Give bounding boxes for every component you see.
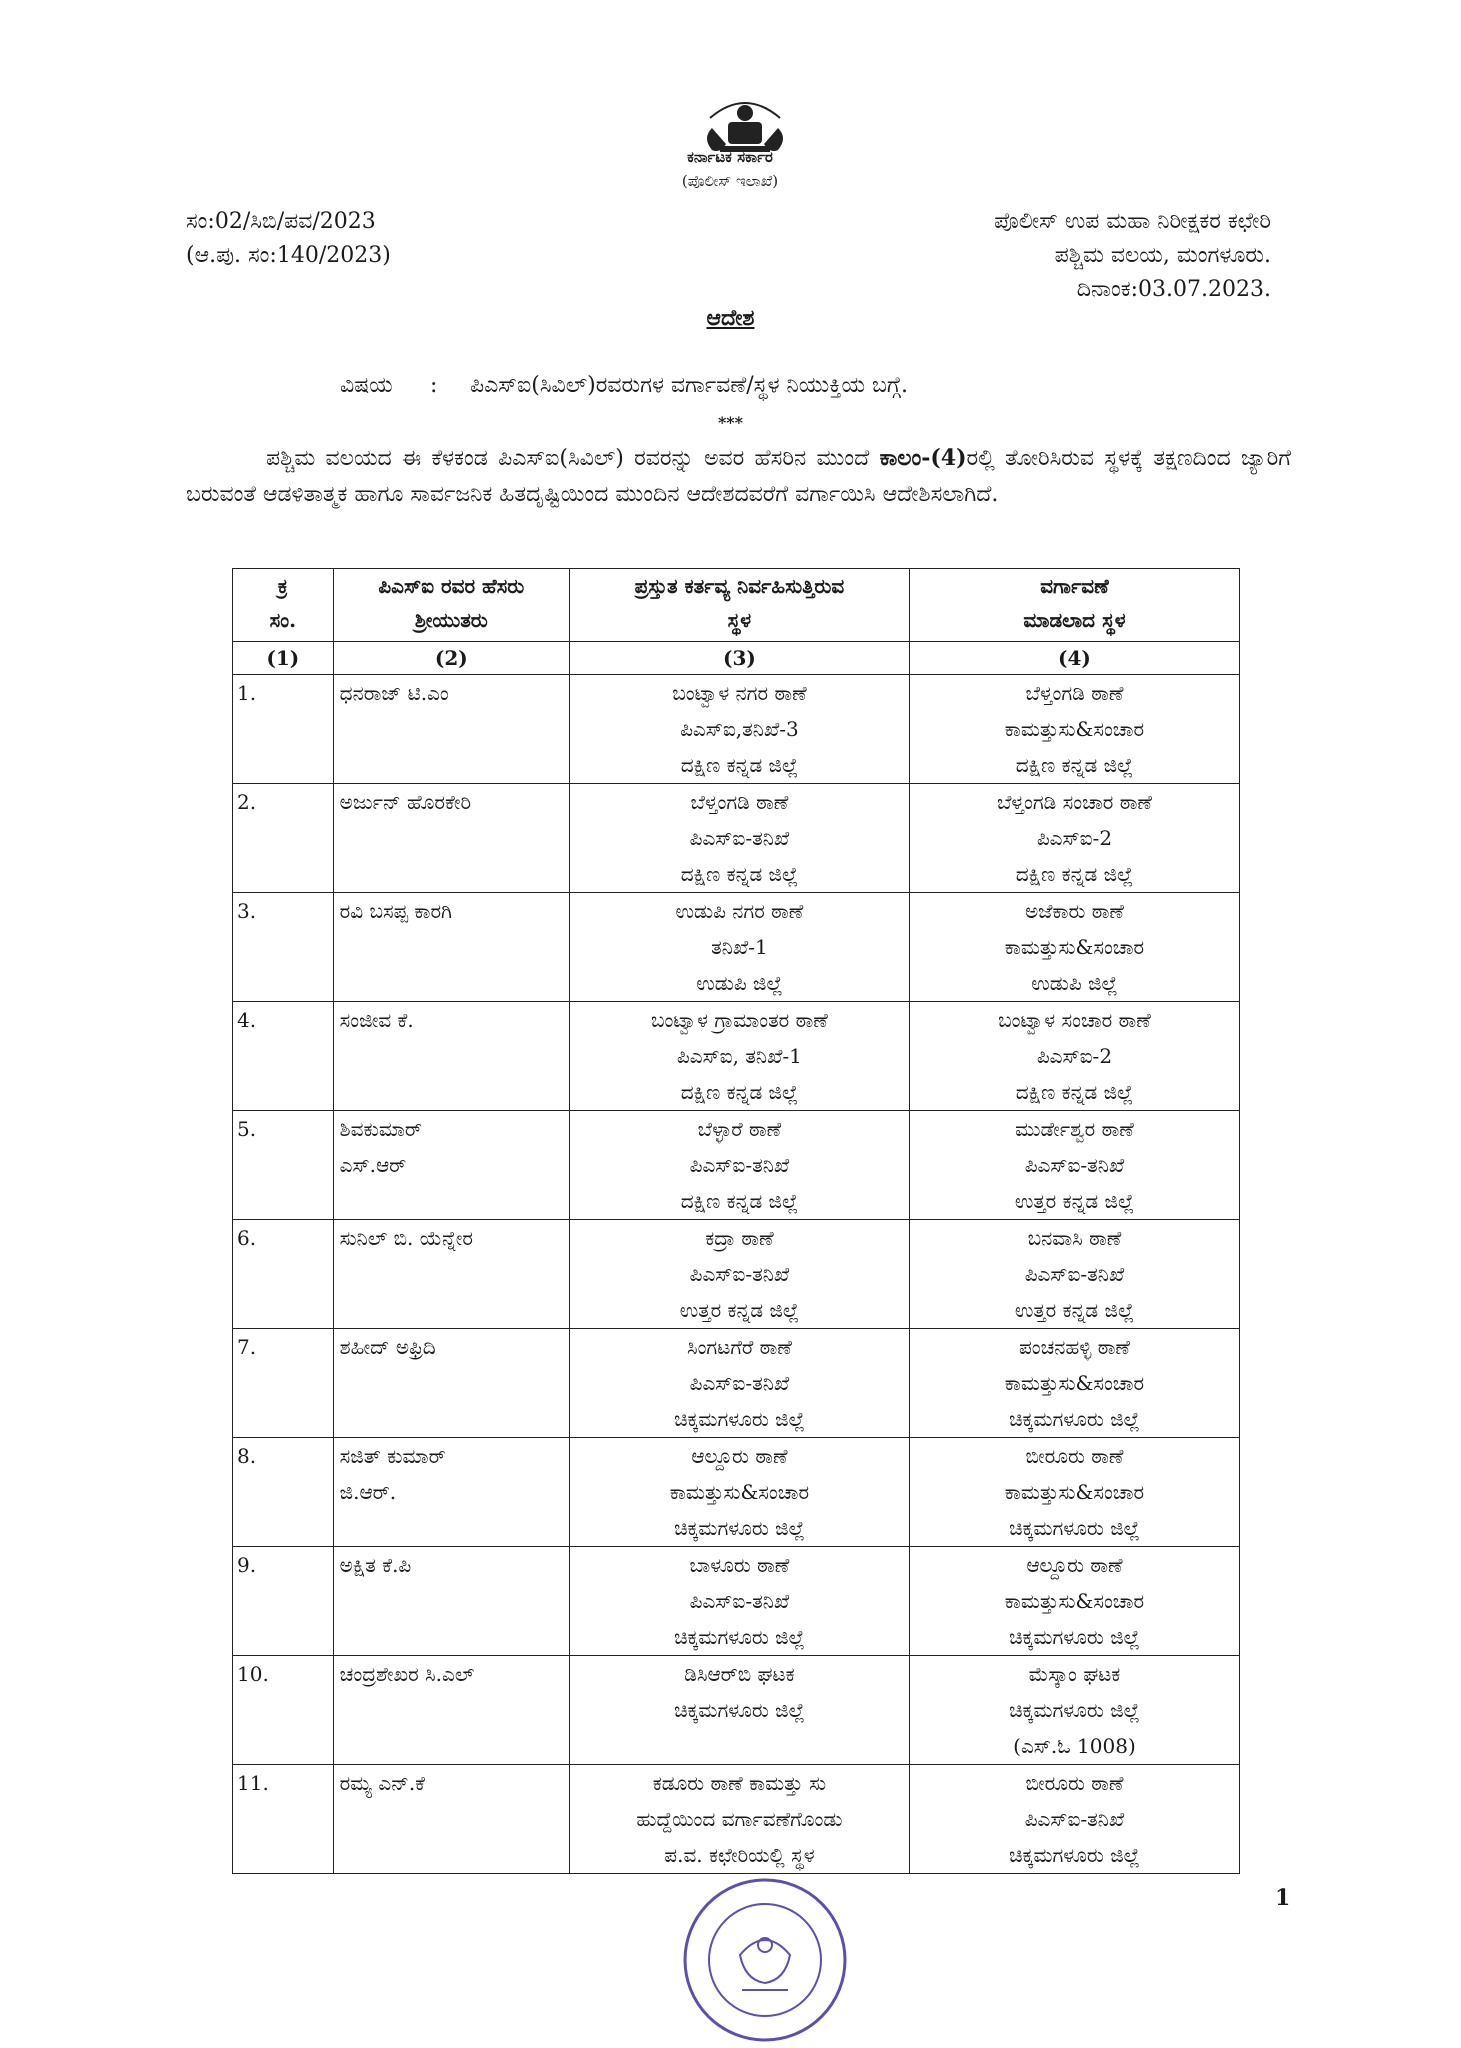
table-row [233, 1002, 1240, 1111]
current-post-cell: ಆಲ್ದೂರು ಠಾಣೆ ಕಾಮತ್ತುಸು&ಸಂಚಾರ ಚಿಕ್ಕಮಗಳೂರು ಜಿಲ್ಲೆ [569, 1438, 909, 1547]
table-row [233, 893, 1240, 1002]
current-post-cell: ಬಂಟ್ವಾಳ ನಗರ ಠಾಣೆ ಪಿಎಸ್ಐ,ತನಿಖೆ-3 ದಕ್ಷಿಣ ಕನ್ನಡ ಜಿಲ್ಲೆ [569, 675, 909, 784]
header-name: ಪಿಎಸ್ಐ ರವರ ಹೆಸರು ಶ್ರೀಯುತರು [333, 569, 569, 642]
header-current-post: ಪ್ರಸ್ತುತ ಕರ್ತವ್ಯ ನಿರ್ವಹಿಸುತ್ತಿರುವ ಸ್ಥಳ [569, 569, 909, 642]
current-post-cell: ಬಂಟ್ವಾಳ ಗ್ರಾಮಾಂತರ ಠಾಣೆ ಪಿಎಸ್ಐ, ತನಿಖೆ-1 ದಕ್ಷಿಣ ಕನ್ನಡ ಜಿಲ್ಲೆ [569, 1002, 909, 1111]
current-post-cell: ಉಡುಪಿ ನಗರ ಠಾಣೆ ತನಿಖೆ-1 ಉಡುಪಿ ಜಿಲ್ಲೆ [569, 893, 909, 1002]
subject-text: ಪಿಎಸ್ಐ(ಸಿವಿಲ್)ರವರುಗಳ ವರ್ಗಾವಣೆ/ಸ್ಥಳ ನಿಯುಕ್ತಿಯ ಬಗ್ಗೆ. [470, 373, 908, 398]
name-cell: ಅಕ್ಷಿತ ಕೆ.ಪಿ [333, 1547, 569, 1656]
header-serial: ಕ್ರ ಸಂ. [233, 569, 334, 642]
separator-stars: *** [717, 413, 744, 432]
table-row [233, 675, 1240, 784]
department-name: (ಪೊಲೀಸ್ ಇಲಾಖೆ) [681, 172, 779, 190]
new-post-cell: ಬೆಳ್ತಂಗಡಿ ಸಂಚಾರ ಠಾಣೆ ಪಿಎಸ್ಐ-2 ದಕ್ಷಿಣ ಕನ್ನಡ ಜಿಲ್ಲೆ [909, 784, 1239, 893]
body-text-1: ಪಶ್ಚಿಮ ವಲಯದ ಈ ಕೆಳಕಂಡ ಪಿಎಸ್ಐ(ಸಿವಿಲ್) ರವರನ್ನು ಅವರ ಹೆಸರಿನ ಮುಂದೆ [266, 446, 880, 471]
column-number-row [233, 642, 1240, 675]
current-post-cell: ಬೆಳ್ಳಾರೆ ಠಾಣೆ ಪಿಎಸ್ಐ-ತನಿಖೆ ದಕ್ಷಿಣ ಕನ್ನಡ ಜಿಲ್ಲೆ [569, 1111, 909, 1220]
name-cell: ಸಂಜೀವ ಕೆ. [333, 1002, 569, 1111]
body-text-bold: ಕಾಲಂ-(4) [879, 445, 967, 471]
name-cell: ಧನರಾಜ್ ಟಿ.ಎಂ [333, 675, 569, 784]
body-text-2: ರಲ್ಲಿ ತೋರಿಸಿರುವ ಸ್ಥಳಕ್ಕೆ ತಕ್ಷಣದಿಂದ ಜ್ಯಾರಿಗೆ ಬರುವಂತೆ ಆಡಳಿತಾತ್ಮಕ ಹಾಗೂ ಸಾರ್ವಜನಿಕ ಹಿತದೃಷ್ಟಿಯಿಂದ ಮುಂದಿನ ಆದೇಶದವರೆಗೆ ವರ್ಗಾಯಿಸಿ ಆದೇಶಿಸಲಾಗಿದೆ. [186, 446, 1291, 507]
subject-colon: : [430, 373, 438, 398]
reference-block [186, 205, 391, 273]
page-number: 1 [1275, 1885, 1291, 1911]
table-row [233, 1438, 1240, 1547]
office-seal-icon [680, 1875, 850, 2045]
government-title: ಕರ್ನಾಟಕ ಸರ್ಕಾರ [687, 148, 773, 166]
order-date: ದಿನಾಂಕ:03.07.2023. [1076, 277, 1271, 302]
serial-cell: 3. [233, 893, 334, 1002]
new-post-cell: ಆಲ್ದೂರು ಠಾಣೆ ಕಾಮತ್ತುಸು&ಸಂಚಾರ ಚಿಕ್ಕಮಗಳೂರು ಜಿಲ್ಲೆ [909, 1547, 1239, 1656]
new-post-cell: ಪಂಚನಹಳ್ಳಿ ಠಾಣೆ ಕಾಮತ್ತುಸು&ಸಂಚಾರ ಚಿಕ್ಕಮಗಳೂರು ಜಿಲ್ಲೆ [909, 1329, 1239, 1438]
new-post-cell: ಬೀರೂರು ಠಾಣೆ ಕಾಮತ್ತುಸು&ಸಂಚಾರ ಚಿಕ್ಕಮಗಳೂರು ಜಿಲ್ಲೆ [909, 1438, 1239, 1547]
current-post-cell: ಬೆಳ್ತಂಗಡಿ ಠಾಣೆ ಪಿಎಸ್ಐ-ತನಿಖೆ ದಕ್ಷಿಣ ಕನ್ನಡ ಜಿಲ್ಲೆ [569, 784, 909, 893]
reference-number: ಸಂ:02/ಸಿಬಿ/ಪವ/2023 [186, 209, 376, 234]
office-location: ಪಶ್ಚಿಮ ವಲಯ, ಮಂಗಳೂರು. [1054, 243, 1271, 268]
new-post-cell: ಮೆಸ್ಕಾಂ ಘಟಕ ಚಿಕ್ಕಮಗಳೂರು ಜಿಲ್ಲೆ (ಎಸ್.ಓ 1008) [909, 1656, 1239, 1765]
table-row [233, 1547, 1240, 1656]
serial-cell: 9. [233, 1547, 334, 1656]
current-post-cell: ಕದ್ರಾ ಠಾಣೆ ಪಿಎಸ್ಐ-ತನಿಖೆ ಉತ್ತರ ಕನ್ನಡ ಜಿಲ್ಲೆ [569, 1220, 909, 1329]
serial-cell: 11. [233, 1765, 334, 1874]
header-new-post: ವರ್ಗಾವಣೆ ಮಾಡಲಾದ ಸ್ಥಳ [909, 569, 1239, 642]
sub-reference-number: (ಆ.ಪು. ಸಂ:140/2023) [186, 243, 391, 268]
name-cell: ಅರ್ಜುನ್ ಹೊರಕೇರಿ [333, 784, 569, 893]
name-cell: ಸಜಿತ್ ಕುಮಾರ್ ಜಿ.ಆರ್. [333, 1438, 569, 1547]
new-post-cell: ಬಂಟ್ವಾಳ ಸಂಚಾರ ಠಾಣೆ ಪಿಎಸ್ಐ-2 ದಕ್ಷಿಣ ಕನ್ನಡ ಜಿಲ್ಲೆ [909, 1002, 1239, 1111]
serial-cell: 7. [233, 1329, 334, 1438]
current-post-cell: ಬಾಳೂರು ಠಾಣೆ ಪಿಎಸ್ಐ-ತನಿಖೆ ಚಿಕ್ಕಮಗಳೂರು ಜಿಲ್ಲೆ [569, 1547, 909, 1656]
order-body [186, 440, 1291, 513]
order-title: ಆದೇಶ [706, 305, 755, 331]
new-post-cell: ಅಜೆಕಾರು ಠಾಣೆ ಕಾಮತ್ತುಸು&ಸಂಚಾರ ಉಡುಪಿ ಜಿಲ್ಲೆ [909, 893, 1239, 1002]
current-post-cell: ಕಡೂರು ಠಾಣೆ ಕಾಮತ್ತು ಸು ಹುದ್ದೆಯಿಂದ ವರ್ಗಾವಣೆಗೊಂಡು ಪ.ವ. ಕಛೇರಿಯಲ್ಲಿ ಸ್ಥಳ [569, 1765, 909, 1874]
office-block [994, 205, 1271, 307]
serial-cell: 4. [233, 1002, 334, 1111]
table-row [233, 784, 1240, 893]
current-post-cell: ಸಿಂಗಟಗೆರೆ ಠಾಣೆ ಪಿಎಸ್ಐ-ತನಿಖೆ ಚಿಕ್ಕಮಗಳೂರು ಜಿಲ್ಲೆ [569, 1329, 909, 1438]
name-cell: ಶಹೀದ್ ಅಫ್ರಿದಿ [333, 1329, 569, 1438]
subject-line [340, 373, 908, 398]
new-post-cell: ಬನವಾಸಿ ಠಾಣೆ ಪಿಎಸ್ಐ-ತನಿಖೆ ಉತ್ತರ ಕನ್ನಡ ಜಿಲ್ಲೆ [909, 1220, 1239, 1329]
table-row [233, 1656, 1240, 1765]
office-name: ಪೊಲೀಸ್ ಉಪ ಮಹಾ ನಿರೀಕ್ಷಕರ ಕಛೇರಿ [994, 209, 1271, 234]
serial-cell: 2. [233, 784, 334, 893]
name-cell: ಸುನಿಲ್ ಬಿ. ಯೆನ್ನೇರ [333, 1220, 569, 1329]
table-row [233, 1220, 1240, 1329]
transfer-table [232, 568, 1240, 1874]
column-number: (2) [333, 642, 569, 675]
current-post-cell: ಡಿಸಿಆರ್‌ಬಿ ಘಟಕ ಚಿಕ್ಕಮಗಳೂರು ಜಿಲ್ಲೆ [569, 1656, 909, 1765]
column-number: (3) [569, 642, 909, 675]
table-row [233, 1111, 1240, 1220]
serial-cell: 8. [233, 1438, 334, 1547]
name-cell: ರವಿ ಬಸಪ್ಪ ಕಾರಗಿ [333, 893, 569, 1002]
name-cell: ಶಿವಕುಮಾರ್ ಎಸ್.ಆರ್ [333, 1111, 569, 1220]
serial-cell: 10. [233, 1656, 334, 1765]
serial-cell: 5. [233, 1111, 334, 1220]
column-number: (1) [233, 642, 334, 675]
new-post-cell: ಬೀರೂರು ಠಾಣೆ ಪಿಎಸ್ಐ-ತನಿಖೆ ಚಿಕ್ಕಮಗಳೂರು ಜಿಲ್ಲೆ [909, 1765, 1239, 1874]
serial-cell: 6. [233, 1220, 334, 1329]
table-row [233, 1765, 1240, 1874]
table-row [233, 1329, 1240, 1438]
new-post-cell: ಬೆಳ್ತಂಗಡಿ ಠಾಣೆ ಕಾಮತ್ತುಸು&ಸಂಚಾರ ದಕ್ಷಿಣ ಕನ್ನಡ ಜಿಲ್ಲೆ [909, 675, 1239, 784]
serial-cell: 1. [233, 675, 334, 784]
subject-label: ವಿಷಯ [340, 373, 393, 398]
new-post-cell: ಮುರ್ಡೇಶ್ವರ ಠಾಣೆ ಪಿಎಸ್ಐ-ತನಿಖೆ ಉತ್ತರ ಕನ್ನಡ ಜಿಲ್ಲೆ [909, 1111, 1239, 1220]
name-cell: ಚಂದ್ರಶೇಖರ ಸಿ.ಎಲ್ [333, 1656, 569, 1765]
table-header-row [233, 569, 1240, 642]
name-cell: ರಮ್ಯ ಎನ್.ಕೆ [333, 1765, 569, 1874]
column-number: (4) [909, 642, 1239, 675]
